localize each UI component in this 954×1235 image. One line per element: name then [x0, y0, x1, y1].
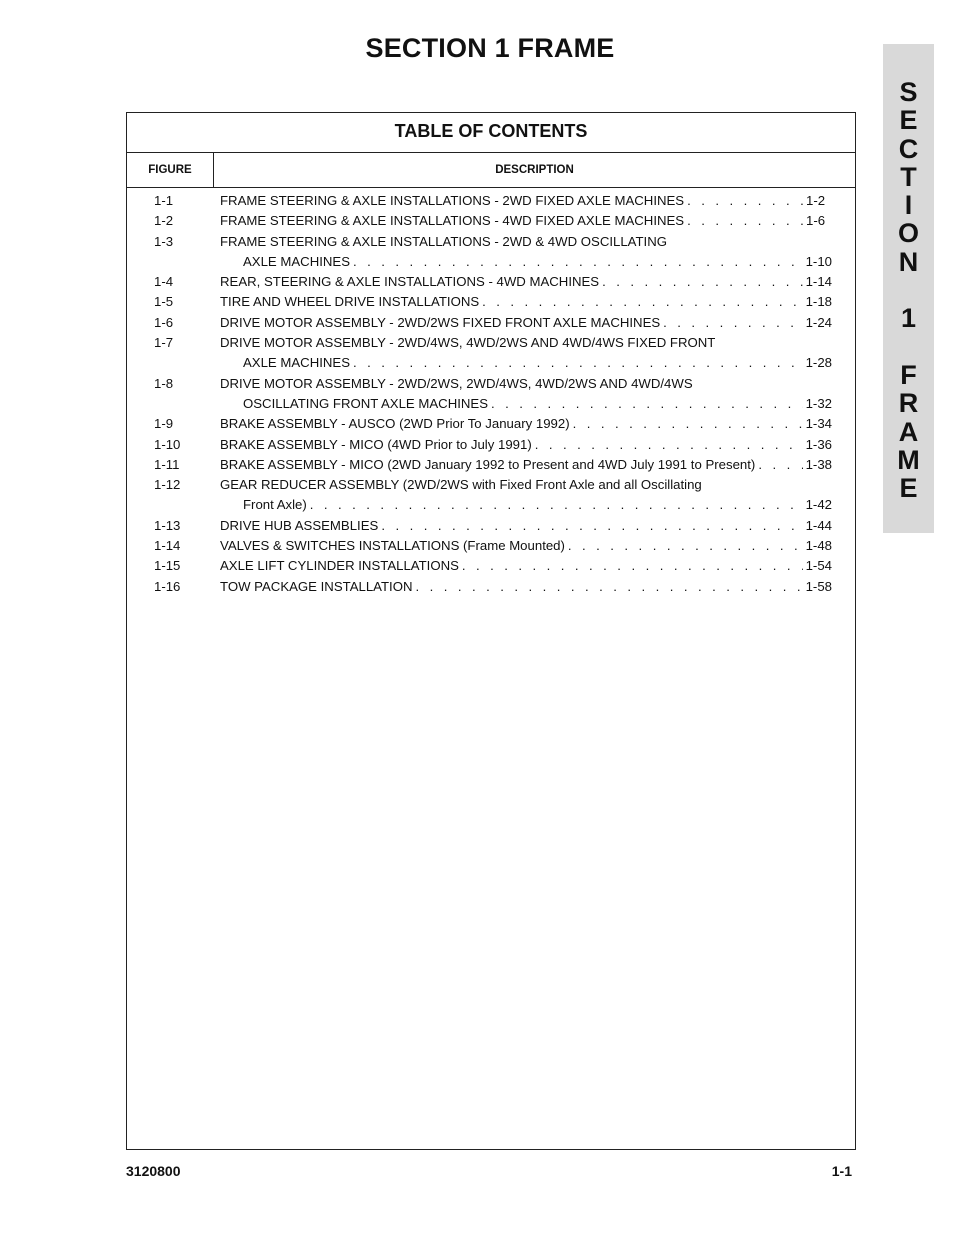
toc-dot-leader: [570, 414, 803, 434]
toc-dot-leader: [412, 577, 802, 597]
toc-dot-leader: [660, 313, 802, 333]
toc-entry-title: FRAME STEERING & AXLE INSTALLATIONS - 2WD & 4WD OSCILLATING: [220, 233, 667, 249]
toc-entry[interactable]: [127, 414, 855, 434]
toc-entry-figure-number: 1-14: [154, 538, 181, 554]
toc-dot-leader: [565, 536, 803, 556]
toc-heading: TABLE OF CONTENTS: [127, 113, 855, 153]
toc-entry[interactable]: [127, 516, 855, 536]
toc-entry-title: OSCILLATING FRONT AXLE MACHINES: [243, 395, 488, 411]
toc-entry-page: 1-24: [805, 314, 832, 330]
toc-entry-figure-number: 1-7: [154, 335, 174, 351]
toc-entry-title: GEAR REDUCER ASSEMBLY (2WD/2WS with Fixed Front Axle and all Oscillating: [220, 477, 702, 493]
toc-entry[interactable]: [127, 333, 855, 374]
toc-entry-page: 1-42: [805, 497, 832, 513]
toc-dot-leader: [532, 435, 803, 455]
toc-entry-title: DRIVE MOTOR ASSEMBLY - 2WD/2WS, 2WD/4WS, 4WD/2WS AND 4WD/4WS: [220, 375, 693, 391]
toc-entry[interactable]: [127, 292, 855, 312]
toc-entry-title: BRAKE ASSEMBLY - AUSCO (2WD Prior To January 1992): [220, 416, 570, 432]
table-of-contents: [126, 112, 856, 1150]
toc-entry-title: VALVES & SWITCHES INSTALLATIONS (Frame Mounted): [220, 538, 565, 554]
toc-entry[interactable]: [127, 536, 855, 556]
toc-entry-figure-number: 1-3: [154, 233, 174, 249]
toc-entry-page: 1-10: [805, 253, 832, 269]
column-header-description: DESCRIPTION: [495, 164, 574, 176]
toc-entry[interactable]: [127, 455, 855, 475]
toc-entry-figure-number: 1-16: [154, 578, 181, 594]
toc-entry-page: 1-6: [806, 213, 826, 229]
toc-dot-leader: [459, 556, 803, 576]
toc-entry-page: 1-28: [805, 355, 832, 371]
toc-entry-title: Front Axle): [243, 497, 307, 513]
toc-entry[interactable]: [127, 577, 855, 597]
toc-entry-page: 1-54: [805, 558, 832, 574]
toc-entry[interactable]: [127, 272, 855, 292]
toc-entry-figure-number: 1-12: [154, 477, 181, 493]
toc-entry-figure-number: 1-6: [154, 314, 174, 330]
toc-entry-page: 1-18: [805, 294, 832, 310]
toc-dot-leader: [479, 292, 802, 312]
toc-entry-title: FRAME STEERING & AXLE INSTALLATIONS - 2WD FIXED AXLE MACHINES: [220, 193, 685, 208]
toc-entry-list: [127, 191, 855, 597]
toc-entry[interactable]: [127, 556, 855, 576]
toc-entry-title: DRIVE MOTOR ASSEMBLY - 2WD/2WS FIXED FRONT AXLE MACHINES: [220, 314, 661, 330]
toc-entry[interactable]: [127, 435, 855, 455]
toc-dot-leader: [684, 211, 803, 231]
toc-entry-figure-number: 1-4: [154, 274, 174, 290]
toc-entry-page: 1-32: [805, 395, 832, 411]
toc-entry-title: REAR, STEERING & AXLE INSTALLATIONS - 4WD MACHINES: [220, 274, 600, 290]
toc-entry-figure-number: 1-8: [154, 375, 174, 391]
page-number: 1-1: [831, 1163, 852, 1179]
section-side-tab: [883, 44, 934, 533]
toc-entry-title: TOW PACKAGE INSTALLATION: [220, 578, 413, 594]
toc-entry-figure-number: 1-1: [154, 193, 174, 208]
toc-entry-title: DRIVE MOTOR ASSEMBLY - 2WD/4WS, 4WD/2WS AND 4WD/4WS FIXED FRONT: [220, 335, 716, 351]
toc-dot-leader: [378, 516, 802, 536]
toc-entry-figure-number: 1-15: [154, 558, 181, 574]
toc-entry[interactable]: [127, 191, 855, 211]
toc-entry[interactable]: [127, 475, 855, 516]
toc-entry[interactable]: [127, 313, 855, 333]
toc-column-headers: [127, 153, 855, 188]
toc-entry-page: 1-58: [805, 578, 832, 594]
toc-entry-title: AXLE MACHINES: [243, 253, 350, 269]
toc-entry[interactable]: [127, 211, 855, 231]
toc-entry-title: FRAME STEERING & AXLE INSTALLATIONS - 4WD FIXED AXLE MACHINES: [220, 213, 685, 229]
toc-dot-leader: [755, 455, 802, 475]
toc-entry-page: 1-36: [805, 436, 832, 452]
toc-entry-title: AXLE LIFT CYLINDER INSTALLATIONS: [220, 558, 459, 574]
toc-entry-figure-number: 1-2: [154, 213, 174, 229]
toc-dot-leader: [350, 353, 803, 373]
toc-entry-figure-number: 1-5: [154, 294, 174, 310]
toc-entry-figure-number: 1-9: [154, 416, 174, 432]
toc-entry-figure-number: 1-10: [154, 436, 181, 452]
page-title: SECTION 1 FRAME: [365, 33, 615, 63]
toc-entry-title: BRAKE ASSEMBLY - MICO (2WD January 1992 to Present and 4WD July 1991 to Present): [220, 456, 756, 472]
toc-entry-page: 1-38: [805, 456, 832, 472]
toc-entry-page: 1-14: [805, 274, 832, 290]
toc-entry-title: BRAKE ASSEMBLY - MICO (4WD Prior to July 1991): [220, 436, 532, 452]
toc-dot-leader: [488, 394, 803, 414]
toc-entry-page: 1-44: [805, 517, 832, 533]
toc-dot-leader: [307, 495, 803, 515]
toc-entry-title: TIRE AND WHEEL DRIVE INSTALLATIONS: [220, 294, 480, 310]
toc-entry-page: 1-34: [805, 416, 832, 432]
section-side-tab-label: S E C T I O N 1 F R A M E: [897, 77, 920, 504]
toc-dot-leader: [684, 191, 803, 211]
document-number: 3120800: [126, 1163, 181, 1179]
toc-entry-title: AXLE MACHINES: [243, 355, 350, 371]
toc-entry-figure-number: 1-13: [154, 517, 181, 533]
toc-dot-leader: [350, 252, 803, 272]
toc-dot-leader: [599, 272, 803, 292]
toc-entry-title: DRIVE HUB ASSEMBLIES: [220, 517, 379, 533]
toc-entry-figure-number: 1-11: [154, 456, 180, 472]
column-header-figure: FIGURE: [127, 153, 214, 187]
toc-entry[interactable]: [127, 374, 855, 415]
toc-entry-page: 1-2: [806, 193, 826, 208]
toc-entry-page: 1-48: [805, 538, 832, 554]
toc-entry[interactable]: [127, 232, 855, 273]
